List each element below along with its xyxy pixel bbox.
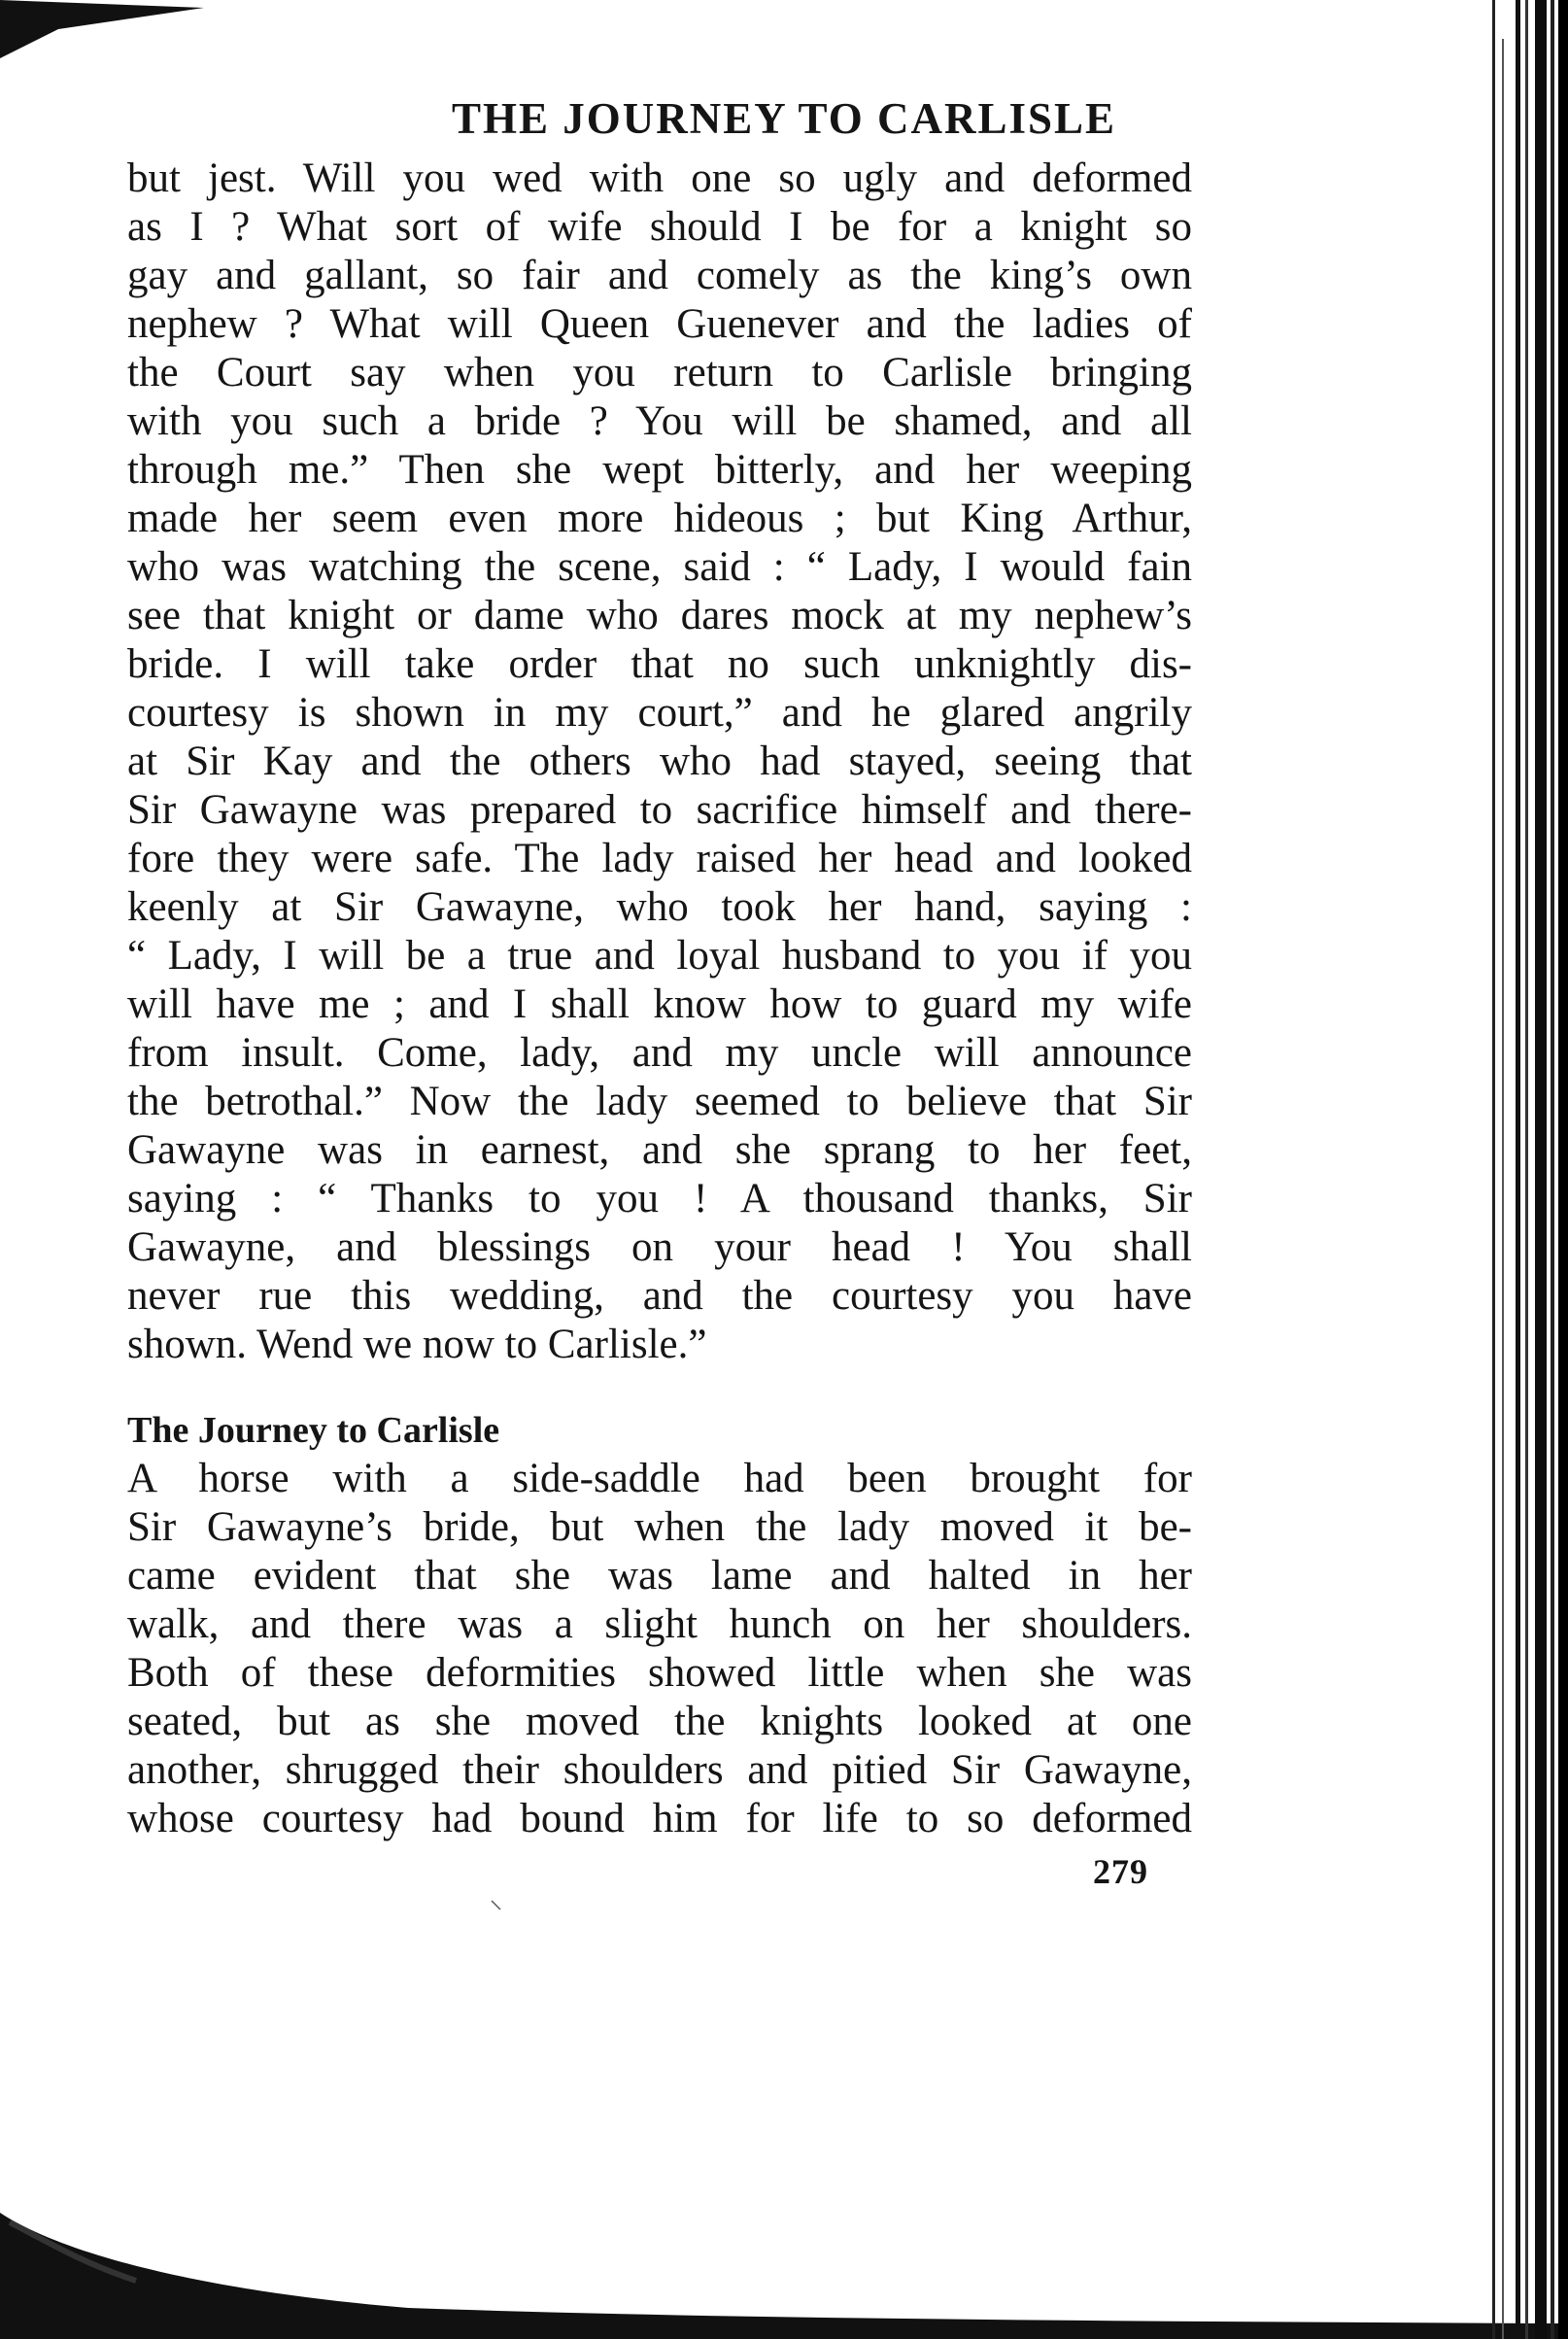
text-line: nephew ? What will Queen Guenever and the ladies of: [127, 301, 1192, 347]
text-line: the betrothal.” Now the lady seemed to believe that Sir: [127, 1079, 1192, 1124]
text-line: courtesy is shown in my court,” and he glared angrily: [127, 690, 1192, 736]
text-line: another, shrugged their shoulders and pitied Sir Gawayne,: [127, 1747, 1192, 1793]
paragraph-2: [127, 1455, 1192, 1843]
scan-edge-bottom-left: [0, 2193, 1568, 2339]
text-line: with you such a bride ? You will be shamed, and all: [127, 398, 1192, 444]
text-line: will have me ; and I shall know how to guard my wife: [127, 981, 1192, 1027]
text-line: Gawayne was in earnest, and she sprang to her feet,: [127, 1127, 1192, 1173]
text-line: walk, and there was a slight hunch on her shoulders.: [127, 1601, 1192, 1647]
text-line: gay and gallant, so fair and comely as the king’s own: [127, 253, 1192, 298]
text-line: as I ? What sort of wife should I be for a knight so: [127, 204, 1192, 250]
text-line: seated, but as she moved the knights looked at one: [127, 1699, 1192, 1744]
scan-speck: [491, 1900, 502, 1911]
text-line: whose courtesy had bound him for life to so deformed: [127, 1796, 1192, 1841]
text-line: saying : “ Thanks to you ! A thousand thanks, Sir: [127, 1176, 1192, 1221]
section-heading: The Journey to Carlisle: [127, 1410, 500, 1451]
text-line: shown. Wend we now to Carlisle.”: [127, 1322, 707, 1367]
text-line: never rue this wedding, and the courtesy you have: [127, 1273, 1192, 1319]
text-line: through me.” Then she wept bitterly, and her weeping: [127, 447, 1192, 493]
text-line: Sir Gawayne was prepared to sacrifice himself and there-: [127, 787, 1192, 833]
scan-edge-top-left: [0, 0, 214, 68]
text-line: fore they were safe. The lady raised her head and looked: [127, 836, 1192, 881]
text-line: “ Lady, I will be a true and loyal husband to you if you: [127, 933, 1192, 979]
text-line: see that knight or dame who dares mock at my nephew’s: [127, 593, 1192, 638]
text-line: at Sir Kay and the others who had stayed, seeing that: [127, 739, 1192, 784]
text-line: from insult. Come, lady, and my uncle will announce: [127, 1030, 1192, 1076]
text-line: who was watching the scene, said : “ Lady, I would fain: [127, 544, 1192, 590]
text-line: A horse with a side-saddle had been brought for: [127, 1456, 1192, 1501]
text-line: made her seem even more hideous ; but King Arthur,: [127, 496, 1192, 541]
scan-edge-right: [1490, 0, 1568, 2339]
text-line: Gawayne, and blessings on your head ! You shall: [127, 1224, 1192, 1270]
text-line: came evident that she was lame and halted in her: [127, 1553, 1192, 1599]
text-line: bride. I will take order that no such unknightly dis-: [127, 641, 1192, 687]
paragraph-1: [127, 155, 1192, 1369]
running-head: THE JOURNEY TO CARLISLE: [451, 94, 1117, 143]
text-line: but jest. Will you wed with one so ugly and deformed: [127, 155, 1192, 201]
text-line: Both of these deformities showed little when she was: [127, 1650, 1192, 1696]
text-line: keenly at Sir Gawayne, who took her hand, saying :: [127, 884, 1192, 930]
page-number: 279: [1093, 1852, 1148, 1891]
text-line: the Court say when you return to Carlisle bringing: [127, 350, 1192, 396]
text-line: Sir Gawayne’s bride, but when the lady moved it be-: [127, 1504, 1192, 1550]
